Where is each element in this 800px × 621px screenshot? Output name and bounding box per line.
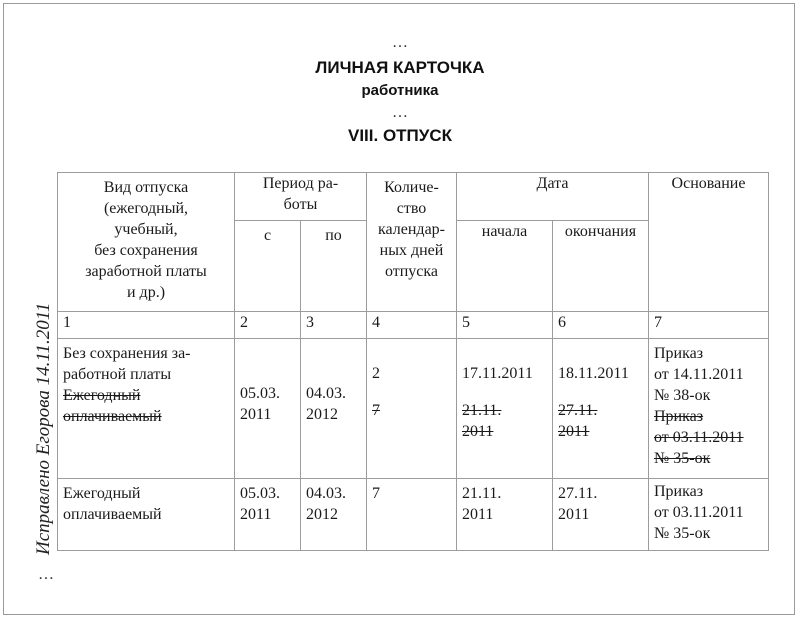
ellipsis-top: … bbox=[392, 34, 408, 51]
struck-text: 2011 bbox=[558, 423, 590, 440]
header-date-end: окончания bbox=[553, 221, 649, 312]
row2-vacation-type: Ежегодный оплачиваемый bbox=[58, 479, 235, 551]
row1-period-from: 05.03. 2011 bbox=[235, 339, 301, 479]
struck-text: 21.11. bbox=[462, 402, 502, 419]
struck-text: Ежегодный bbox=[63, 387, 141, 404]
header-vacation-type: Вид отпуска (ежегодный, учебный, без сохранения заработной платы и др.) bbox=[58, 173, 235, 312]
row2-date-end: 27.11. 2011 bbox=[553, 479, 649, 551]
struck-text: 2011 bbox=[462, 423, 494, 440]
row1-date-end: 18.11.2011 27.11. 2011 bbox=[553, 339, 649, 479]
header-date: Дата bbox=[457, 173, 649, 221]
row1-days: 2 7 bbox=[367, 339, 457, 479]
column-number: 2 bbox=[235, 312, 301, 339]
row2-period-to: 04.03. 2012 bbox=[301, 479, 367, 551]
header-period-to: по bbox=[301, 221, 367, 312]
column-numbers-row bbox=[58, 312, 769, 339]
table-row bbox=[58, 339, 769, 479]
struck-text: 7 bbox=[372, 402, 380, 419]
vacation-table bbox=[57, 172, 769, 551]
header-row-1 bbox=[58, 173, 769, 221]
row2-days: 7 bbox=[367, 479, 457, 551]
column-number: 6 bbox=[553, 312, 649, 339]
header-date-start: начала bbox=[457, 221, 553, 312]
struck-text: № 35-ок bbox=[654, 450, 711, 467]
row2-date-start: 21.11. 2011 bbox=[457, 479, 553, 551]
header-days-count: Количе- ство календар- ных дней отпуска bbox=[367, 173, 457, 312]
ellipsis-middle: … bbox=[392, 104, 408, 121]
struck-text: 27.11. bbox=[558, 402, 598, 419]
document-title: ЛИЧНАЯ КАРТОЧКА bbox=[315, 58, 485, 77]
row2-period-from: 05.03. 2011 bbox=[235, 479, 301, 551]
row2-basis: Приказ от 03.11.2011 № 35-ок bbox=[649, 479, 769, 551]
column-number: 5 bbox=[457, 312, 553, 339]
row1-basis: Приказ от 14.11.2011 № 38-ок Приказ от 03.11.2011 № 35-ок bbox=[649, 339, 769, 479]
row1-period-to: 04.03. 2012 bbox=[301, 339, 367, 479]
header-period-from: с bbox=[235, 221, 301, 312]
header-work-period: Период ра- боты bbox=[235, 173, 367, 221]
column-number: 1 bbox=[58, 312, 235, 339]
column-number: 3 bbox=[301, 312, 367, 339]
ellipsis-bottom: … bbox=[38, 566, 54, 583]
column-number: 7 bbox=[649, 312, 769, 339]
column-number: 4 bbox=[367, 312, 457, 339]
document-subtitle: работника bbox=[361, 82, 439, 99]
struck-text: Приказ bbox=[654, 408, 704, 425]
header-basis: Основание bbox=[649, 173, 769, 312]
section-title: VIII. ОТПУСК bbox=[347, 126, 452, 145]
row1-date-start: 17.11.2011 21.11. 2011 bbox=[457, 339, 553, 479]
struck-text: от 03.11.2011 bbox=[654, 429, 744, 446]
struck-text: оплачиваемый bbox=[63, 408, 162, 425]
table-row bbox=[58, 479, 769, 551]
row1-vacation-type: Без сохранения за- работной платы Ежегодный оплачиваемый bbox=[58, 339, 235, 479]
correction-note: Исправлено Егорова 14.11.2011 bbox=[33, 302, 54, 555]
